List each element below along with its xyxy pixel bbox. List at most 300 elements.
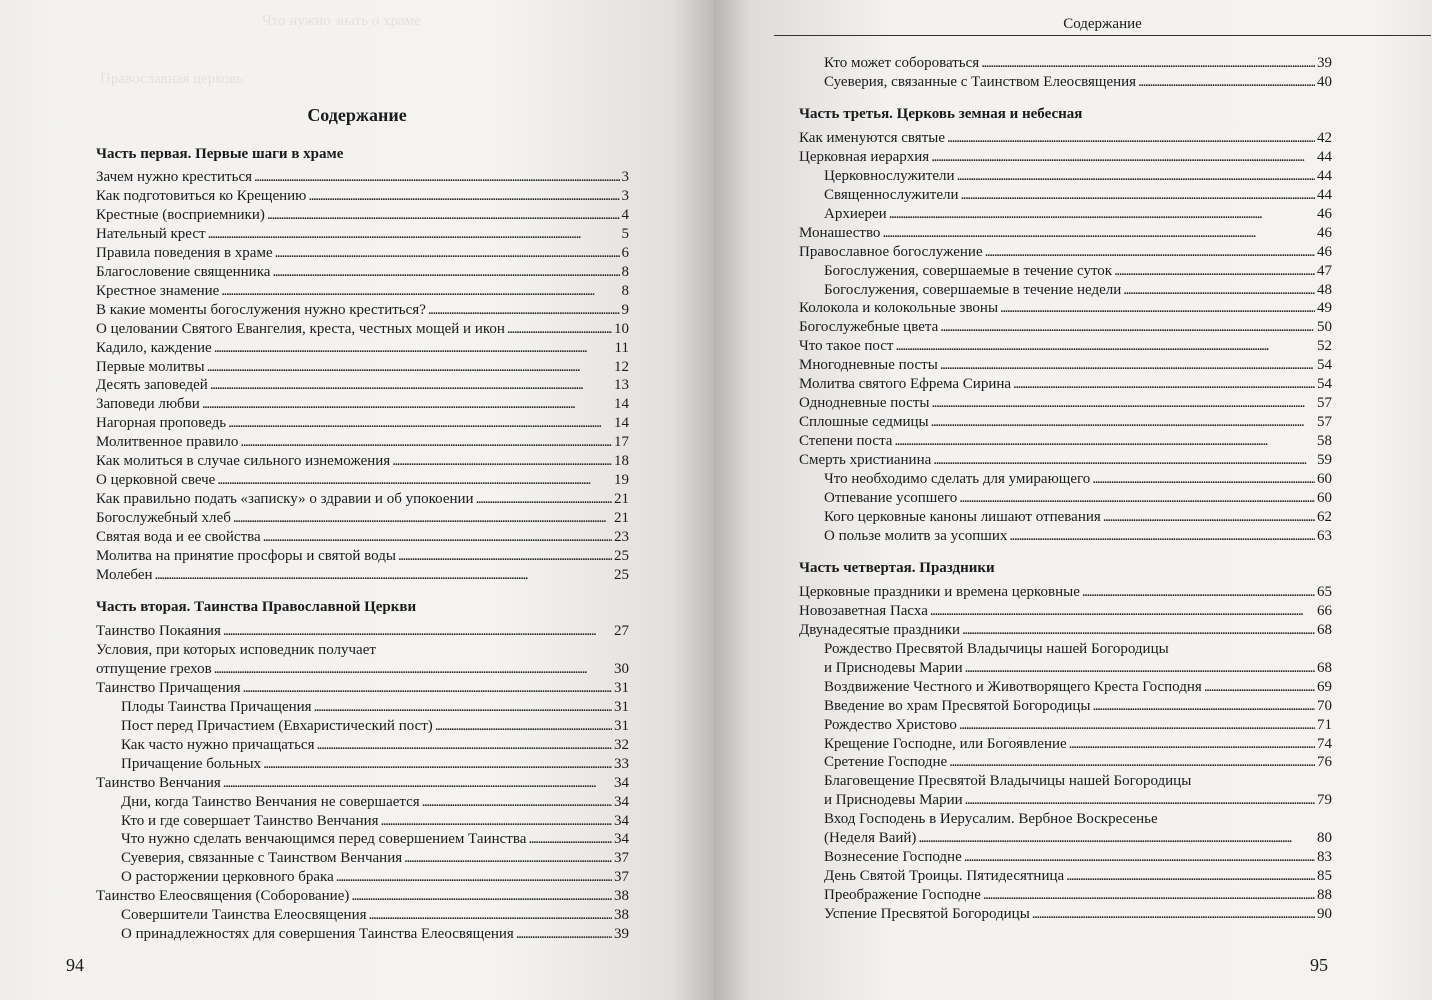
toc-entry-page: 34 (614, 831, 629, 848)
toc-entry-title: Суеверия, связанные с Таинством Венчания (121, 850, 403, 867)
toc-entry (96, 812, 629, 831)
toc-entry-page: 66 (1317, 602, 1332, 619)
toc-entry-page: 44 (1317, 186, 1332, 203)
toc-entry-title: Монашество (799, 224, 881, 241)
toc-entry-page: 8 (621, 263, 629, 280)
bleed-through-header: Что нужно знать о храме (262, 13, 421, 29)
toc-entry-page: 33 (614, 755, 629, 772)
toc-entry-title: Кто и где совершает Таинство Венчания (121, 812, 379, 829)
toc-entry-title: Архиереи (824, 205, 887, 222)
leader-dots (351, 887, 612, 906)
leader-dots (961, 186, 1316, 205)
leader-dots (1013, 375, 1315, 394)
toc-entry (799, 867, 1332, 886)
toc-entry-title: Смерть христианина (799, 452, 932, 469)
toc-entry (799, 356, 1332, 375)
toc-entry (96, 206, 629, 225)
toc-entry-title: Кто может собороваться (824, 55, 980, 71)
toc-entry (96, 528, 629, 547)
toc-entry-page: 59 (1317, 452, 1332, 469)
section-heading: Часть первая. Первые шаги в храме (96, 146, 344, 162)
toc-entry (96, 301, 629, 320)
toc-entry (799, 470, 1332, 489)
toc-entry-page: 80 (1317, 830, 1332, 847)
toc-entry-continuation (824, 791, 1332, 810)
leader-dots (931, 148, 1315, 167)
toc-entry-title: О пользе молитв за усопших (824, 527, 1008, 544)
leader-dots (1114, 262, 1315, 281)
toc-entry (96, 679, 629, 698)
toc-entry-page: 57 (1317, 395, 1332, 412)
toc-entry-title: Таинство Елеосвящения (Соборование) (96, 888, 350, 905)
leader-dots (243, 679, 612, 698)
toc-entry (799, 527, 1332, 546)
leader-dots (965, 791, 1315, 810)
toc-entry-title: Крещение Господне, или Богоявление (824, 735, 1067, 752)
toc-entry (96, 395, 629, 414)
toc-entry (799, 148, 1332, 167)
toc-entry-page: 68 (1317, 621, 1332, 638)
leader-dots (882, 224, 1315, 243)
toc-entry-title: Плоды Таинства Причащения (121, 698, 312, 715)
toc-entry-title: Как именуются святые (799, 129, 945, 146)
toc-entry-title: Многодневные посты (799, 357, 938, 374)
toc-entry (799, 735, 1332, 754)
toc-entry (799, 678, 1332, 697)
toc-entry (799, 73, 1332, 92)
leader-dots (223, 774, 612, 793)
leader-dots (428, 301, 620, 320)
toc-entry (799, 905, 1332, 924)
leader-dots (221, 282, 619, 301)
toc-entry-page: 6 (621, 244, 629, 261)
toc-entry-title: Как правильно подать «записку» о здравии и об упокоении (96, 491, 474, 508)
toc-entry-page: 13 (614, 377, 629, 394)
toc-entry-page: 5 (621, 225, 629, 242)
toc-entry-page: 34 (614, 812, 629, 829)
toc-entry-title: Зачем нужно креститься (96, 169, 252, 185)
toc-entry-title: Как молиться в случае сильного изнеможения (96, 453, 391, 470)
leader-dots (1123, 281, 1315, 300)
toc-entry-title: О церковной свече (96, 472, 216, 489)
toc-entry-title: Таинство Венчания (96, 774, 221, 791)
toc-entry-title: Пост перед Причастием (Евхаристический пост) (121, 717, 433, 734)
toc-entry (799, 697, 1332, 716)
leader-dots (507, 320, 612, 339)
toc-entry (96, 868, 629, 887)
leader-dots (228, 414, 612, 433)
toc-entry-page: 70 (1317, 697, 1332, 714)
leader-dots (210, 376, 612, 395)
toc-entry-page: 62 (1317, 508, 1332, 525)
right-page (714, 0, 1432, 1000)
toc-entry-page: 27 (614, 622, 629, 639)
left-page (0, 0, 714, 1000)
toc-entry (96, 849, 629, 868)
leader-dots (217, 471, 612, 490)
toc-entry-page: 34 (614, 774, 629, 791)
toc-entry-page: 79 (1317, 792, 1332, 809)
toc-entry-page: 21 (614, 491, 629, 508)
toc-entry-page: 69 (1317, 678, 1332, 695)
toc-entry-page: 11 (614, 339, 629, 356)
leader-dots (931, 413, 1315, 432)
toc-entry-title: Богослужебные цвета (799, 319, 939, 336)
toc-entry-title: Условия, при которых исповедник получает (96, 641, 376, 658)
toc-entry (96, 490, 629, 509)
leader-dots (965, 659, 1315, 678)
toc-entry-page: 71 (1317, 716, 1332, 733)
toc-entry (96, 339, 629, 358)
toc-entry-title: Суеверия, связанные с Таинством Елеосвящения (824, 73, 1137, 90)
toc-entry-page: 30 (614, 660, 629, 677)
toc-entry (96, 698, 629, 717)
toc-entry (799, 205, 1332, 224)
toc-entry-title: Молебен (96, 567, 153, 584)
toc-entry-title: Молитва на принятие просфоры и святой воды (96, 548, 396, 565)
toc-entry-title: Рождество Пресвятой Владычицы нашей Богородицы (824, 640, 1169, 657)
toc-entry-page: 18 (614, 453, 629, 470)
toc-entry-page: 32 (614, 736, 629, 753)
toc-entry-page: 49 (1317, 300, 1332, 317)
leader-dots (275, 244, 620, 263)
toc-entry-page: 17 (614, 434, 629, 451)
toc-entry (96, 376, 629, 395)
toc-entry (96, 736, 629, 755)
section-heading: Часть четвертая. Праздники (799, 559, 995, 576)
toc-entry-title: Благословение священника (96, 263, 271, 280)
toc-entry (799, 508, 1332, 527)
toc-entry (799, 716, 1332, 735)
toc-entry (96, 774, 629, 793)
leader-dots (207, 358, 612, 377)
toc-entry-title: Церковные праздники и времена церковные (799, 583, 1080, 600)
toc-entry (96, 717, 629, 736)
toc-entry-title: Сретение Господне (824, 754, 948, 771)
leader-dots (528, 830, 612, 849)
toc-entry-page: 40 (1317, 73, 1332, 90)
toc-entry-page: 21 (614, 510, 629, 527)
toc-entry-page: 85 (1317, 868, 1332, 885)
toc-entry-page: 52 (1317, 338, 1332, 355)
toc-entry-title: Степени поста (799, 433, 893, 450)
leader-dots (254, 168, 620, 187)
toc-entry-title: В какие моменты богослужения нужно креститься? (96, 301, 426, 318)
toc-entry-page: 54 (1317, 357, 1332, 374)
toc-entry-page: 90 (1317, 906, 1332, 923)
toc-entry-continuation (824, 659, 1332, 678)
toc-entry-title: Что необходимо сделать для умирающего (824, 471, 1091, 488)
toc-entry (96, 187, 629, 206)
toc-entry-page: 83 (1317, 849, 1332, 866)
toc-entry-page: 46 (1317, 243, 1332, 260)
toc-entry (799, 394, 1332, 413)
toc-entry (96, 925, 629, 944)
toc-entry-page: 37 (614, 869, 629, 886)
leader-dots (240, 433, 612, 452)
toc-entry-page: 54 (1317, 376, 1332, 393)
toc-entry-page: 3 (621, 169, 629, 185)
toc-entry-page: 4 (621, 206, 629, 223)
toc-entry-title: Двунадесятые праздники (799, 621, 961, 638)
toc-entry-title: Сплошные седмицы (799, 414, 929, 431)
toc-entry-title: Крестное знамение (96, 282, 220, 299)
toc-entry-page: 12 (614, 358, 629, 375)
toc-entry (96, 320, 629, 339)
leader-dots (155, 566, 612, 585)
toc-title: Содержание (307, 105, 407, 125)
toc-entry-title: Первые молитвы (96, 358, 205, 375)
toc-entry-page: 37 (614, 850, 629, 867)
toc-entry-title: Благовещение Пресвятой Владычицы нашей Богородицы (824, 773, 1192, 790)
toc-entry (799, 810, 1332, 848)
toc-entry-page: 88 (1317, 887, 1332, 904)
toc-entry-title: Дни, когда Таинство Венчания не совершается (121, 793, 420, 810)
leader-dots (983, 886, 1315, 905)
toc-entry-title: Молитвенное правило (96, 434, 239, 451)
toc-entry (799, 772, 1332, 810)
right-toc-column (799, 54, 1332, 924)
toc-entry-title: Однодневные посты (799, 395, 930, 412)
toc-entry-page: 34 (614, 793, 629, 810)
leader-dots (314, 698, 612, 717)
toc-entry (96, 225, 629, 244)
toc-entry-page: 57 (1317, 414, 1332, 431)
toc-entry-title-line2: отпущение грехов (96, 660, 212, 677)
page-number-left: 94 (66, 955, 84, 975)
leader-dots (369, 906, 612, 925)
toc-entry (799, 262, 1332, 281)
leader-dots (981, 54, 1315, 73)
leader-dots (308, 187, 619, 206)
toc-entry-page: 31 (614, 679, 629, 696)
toc-entry (799, 129, 1332, 148)
toc-entry-title: Как подготовиться ко Крещению (96, 187, 307, 204)
toc-entry-title: Молитва святого Ефрема Сирина (799, 376, 1012, 393)
toc-entry-title: Отпевание усопшего (824, 490, 958, 507)
toc-entry (799, 243, 1332, 262)
toc-entry-title: Колокола и колокольные звоны (799, 300, 999, 317)
toc-entry (799, 375, 1332, 394)
toc-entry (96, 358, 629, 377)
leader-dots (1092, 470, 1315, 489)
toc-entry-continuation (96, 660, 629, 679)
toc-entry-page: 50 (1317, 319, 1332, 336)
toc-entry-title: Богослужения, совершаемые в течение недели (824, 281, 1122, 298)
leader-dots (933, 451, 1315, 470)
toc-entry-title: Нательный крест (96, 225, 206, 242)
leader-dots (947, 129, 1315, 148)
toc-entry (96, 168, 629, 187)
leader-dots (930, 602, 1315, 621)
leader-dots (1103, 508, 1315, 527)
toc-entry-title: О расторжении церковного брака (121, 869, 334, 886)
toc-entry-page: 8 (621, 282, 629, 299)
toc-entry (799, 753, 1332, 772)
toc-entry-title: Новозаветная Пасха (799, 602, 928, 619)
leader-dots (1069, 735, 1315, 754)
leader-dots (940, 318, 1315, 337)
leader-dots (214, 660, 612, 679)
toc-entry (96, 755, 629, 774)
toc-entry-page: 39 (1317, 55, 1332, 71)
toc-entry (799, 186, 1332, 205)
toc-entry (799, 621, 1332, 640)
toc-entry (96, 244, 629, 263)
leader-dots (962, 621, 1315, 640)
toc-entry-title: О целовании Святого Евангелия, креста, честных мощей и икон (96, 320, 505, 337)
leader-dots (931, 394, 1315, 413)
leader-dots (985, 243, 1315, 262)
section-heading: Часть третья. Церковь земная и небесная (799, 105, 1083, 122)
toc-entry-title: Причащение больных (121, 755, 262, 772)
toc-entry (799, 640, 1332, 678)
leader-dots (957, 167, 1315, 186)
toc-entry-page: 38 (614, 907, 629, 924)
leader-dots (1093, 697, 1315, 716)
toc-entry-title: Совершители Таинства Елеосвящения (121, 907, 367, 924)
toc-entry (96, 906, 629, 925)
toc-entry-page: 14 (614, 396, 629, 413)
toc-entry-title: Кадило, каждение (96, 339, 212, 356)
toc-entry (799, 167, 1332, 186)
leader-dots (1009, 527, 1315, 546)
toc-entry-title: Правила поведения в храме (96, 244, 273, 261)
toc-entry-page: 63 (1317, 527, 1332, 544)
toc-entry-title-line2: (Неделя Ваий) (824, 830, 917, 847)
leader-dots (1204, 678, 1315, 697)
leader-dots (1082, 583, 1315, 602)
toc-entry-title: Церковная иерархия (799, 148, 930, 165)
toc-entry (96, 830, 629, 849)
toc-entry-page: 46 (1317, 205, 1332, 222)
toc-entry-page: 44 (1317, 167, 1332, 184)
leader-dots (964, 848, 1315, 867)
toc-entry (799, 489, 1332, 508)
toc-entry-page: 42 (1317, 129, 1332, 146)
leader-dots (895, 337, 1315, 356)
toc-entry-page: 25 (614, 548, 629, 565)
leader-dots (1138, 73, 1315, 92)
leader-dots (959, 716, 1315, 735)
toc-entry (799, 432, 1332, 451)
toc-entry-title: Введение во храм Пресвятой Богородицы (824, 697, 1091, 714)
leader-dots (889, 205, 1315, 224)
leader-dots (1032, 905, 1315, 924)
toc-entry-page: 25 (614, 567, 629, 584)
leader-dots (1000, 299, 1315, 318)
toc-entry (96, 471, 629, 490)
toc-entry (96, 263, 629, 282)
toc-entry-title: Успение Пресвятой Богородицы (824, 906, 1030, 923)
toc-entry-title: Что нужно сделать венчающимся перед совершением Таинства (121, 831, 527, 848)
toc-entry-title: Таинство Причащения (96, 679, 241, 696)
leader-dots (940, 356, 1315, 375)
toc-entry (799, 451, 1332, 470)
toc-entry-title: День Святой Троицы. Пятидесятница (824, 868, 1065, 885)
leader-dots (404, 849, 612, 868)
leader-dots (918, 829, 1315, 848)
toc-entry (96, 566, 629, 585)
toc-entry-title: Воздвижение Честного и Животворящего Креста Господня (824, 678, 1202, 695)
toc-entry (799, 337, 1332, 356)
toc-entry-page: 23 (614, 529, 629, 546)
toc-entry (799, 299, 1332, 318)
toc-entry-title: Преображение Господне (824, 887, 981, 904)
toc-entry (799, 318, 1332, 337)
leader-dots (272, 263, 619, 282)
leader-dots (949, 753, 1315, 772)
toc-entry-page: 39 (614, 926, 629, 943)
toc-entry (96, 622, 629, 641)
toc-entry-page: 9 (621, 301, 629, 318)
toc-entry-page: 31 (614, 698, 629, 715)
leader-dots (1066, 867, 1315, 886)
toc-entry-page: 31 (614, 717, 629, 734)
leader-dots (422, 793, 612, 812)
leader-dots (398, 547, 612, 566)
toc-entry-page: 60 (1317, 490, 1332, 507)
toc-entry (799, 583, 1332, 602)
toc-entry-title: О принадлежностях для совершения Таинства Елеосвящения (121, 926, 514, 943)
leader-dots (381, 812, 612, 831)
page-number-right: 95 (1310, 955, 1328, 975)
toc-entry-page: 19 (614, 472, 629, 489)
toc-entry (799, 224, 1332, 243)
leader-dots (267, 206, 620, 225)
leader-dots (316, 736, 612, 755)
toc-entry-page: 46 (1317, 224, 1332, 241)
toc-entry-title: Таинство Покаяния (96, 622, 221, 639)
toc-entry-title-line2: и Приснодевы Марии (824, 792, 963, 809)
toc-entry-page: 68 (1317, 659, 1332, 676)
leader-dots (476, 490, 612, 509)
toc-entry (799, 886, 1332, 905)
toc-entry (96, 282, 629, 301)
leader-dots (435, 717, 612, 736)
toc-entry (96, 452, 629, 471)
toc-entry-page: 58 (1317, 433, 1332, 450)
toc-entry-continuation (824, 829, 1332, 848)
toc-entry-title: Как часто нужно причащаться (121, 736, 315, 753)
toc-entry (96, 433, 629, 452)
toc-entry-title: Богослужебный хлеб (96, 510, 231, 527)
toc-entry-title: Кого церковные каноны лишают отпевания (824, 508, 1101, 525)
leader-dots (516, 925, 612, 944)
leader-dots (392, 452, 612, 471)
toc-entry-title: Святая вода и ее свойства (96, 529, 261, 546)
toc-entry (96, 641, 629, 679)
toc-entry (799, 281, 1332, 300)
toc-entry-page: 44 (1317, 148, 1332, 165)
toc-entry-title: Что такое пост (799, 338, 894, 355)
toc-entry-page: 48 (1317, 281, 1332, 298)
toc-entry-title-line2: и Приснодевы Марии (824, 659, 963, 676)
toc-entry (799, 413, 1332, 432)
toc-entry-page: 65 (1317, 583, 1332, 600)
toc-entry-page: 60 (1317, 471, 1332, 488)
toc-entry-title: Крестные (восприемники) (96, 206, 265, 223)
toc-entry-title: Десять заповедей (96, 377, 208, 394)
leader-dots (959, 489, 1315, 508)
toc-entry (96, 509, 629, 528)
leader-dots (263, 755, 612, 774)
toc-entry (799, 848, 1332, 867)
toc-entry-title: Заповеди любви (96, 396, 200, 413)
toc-entry (799, 602, 1332, 621)
toc-entry-title: Вход Господень в Иерусалим. Вербное Воскресенье (824, 811, 1158, 828)
toc-entry (799, 54, 1332, 73)
